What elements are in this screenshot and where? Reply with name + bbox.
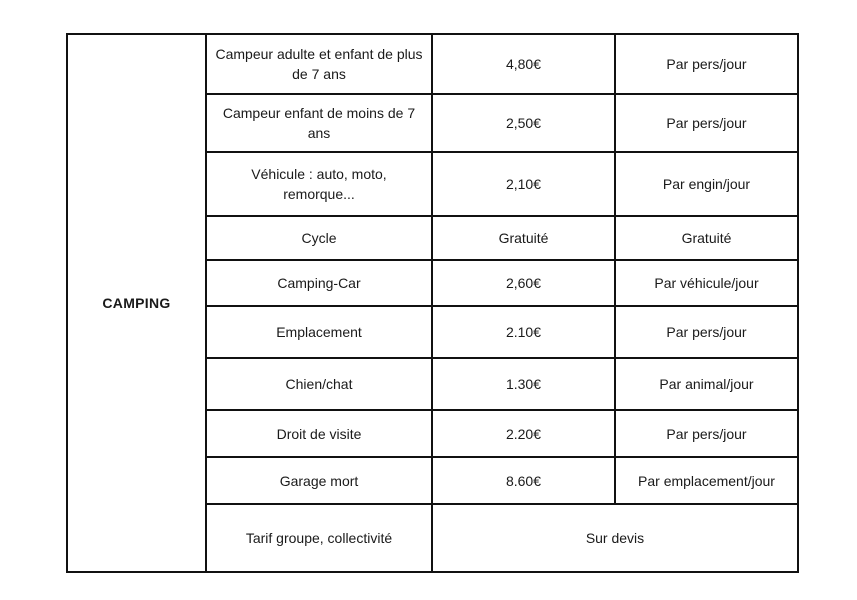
table-row — [67, 34, 798, 94]
row-unit: Par emplacement/jour — [615, 457, 798, 504]
row-price: 1.30€ — [432, 358, 615, 410]
group-rate-label: Tarif groupe, collectivité — [206, 504, 432, 572]
row-unit: Par pers/jour — [615, 34, 798, 94]
row-price: 2.10€ — [432, 306, 615, 358]
row-price: 2,50€ — [432, 94, 615, 152]
row-label: Camping-Car — [206, 260, 432, 306]
row-price: 4,80€ — [432, 34, 615, 94]
row-price: 2,10€ — [432, 152, 615, 216]
row-label: Campeur enfant de moins de 7 ans — [206, 94, 432, 152]
row-label: Campeur adulte et enfant de plus de 7 ans — [206, 34, 432, 94]
row-unit: Par engin/jour — [615, 152, 798, 216]
section-label: CAMPING — [67, 34, 206, 572]
row-price: 8.60€ — [432, 457, 615, 504]
row-price: Gratuité — [432, 216, 615, 260]
row-unit: Par pers/jour — [615, 306, 798, 358]
row-label: Cycle — [206, 216, 432, 260]
row-label: Chien/chat — [206, 358, 432, 410]
row-label: Emplacement — [206, 306, 432, 358]
row-label: Garage mort — [206, 457, 432, 504]
row-label: Droit de visite — [206, 410, 432, 457]
row-unit: Par animal/jour — [615, 358, 798, 410]
row-label: Véhicule : auto, moto, remorque... — [206, 152, 432, 216]
group-rate-value: Sur devis — [432, 504, 798, 572]
camping-price-table — [66, 33, 799, 573]
row-price: 2,60€ — [432, 260, 615, 306]
row-unit: Par pers/jour — [615, 94, 798, 152]
row-unit: Par véhicule/jour — [615, 260, 798, 306]
row-unit: Gratuité — [615, 216, 798, 260]
row-price: 2.20€ — [432, 410, 615, 457]
row-unit: Par pers/jour — [615, 410, 798, 457]
